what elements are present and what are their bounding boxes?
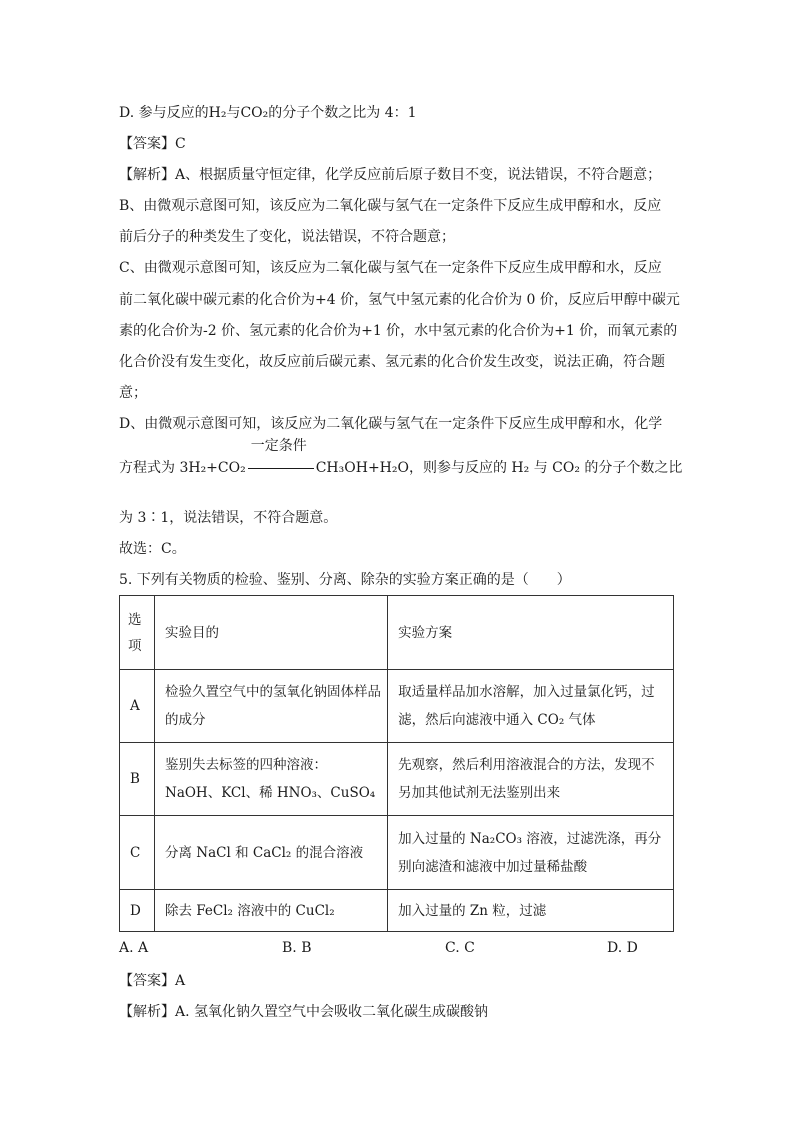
equation-products: CH₃OH+H₂O — [315, 460, 409, 476]
analysis-line: 【解析】A、根据质量守恒定律，化学反应前后原子数目不变，说法错误，不符合题意； — [119, 167, 662, 183]
header-plan: 实验方案 — [388, 596, 674, 670]
option-c: C. C — [445, 940, 475, 956]
row-option: D — [120, 890, 155, 932]
row-plan: 取适量样品加水溶解，加入过量氯化钙，过滤，然后向滤液中通入 CO₂ 气体 — [388, 670, 674, 743]
reaction-condition: 一定条件 — [250, 438, 307, 454]
table-row — [120, 890, 674, 932]
row-purpose: 鉴别失去标签的四种溶液：NaOH、KCl、稀 HNO₃、CuSO₄ — [155, 743, 388, 816]
option-d-text: D. 参与反应的H₂与CO₂的分子个数之比为 4：1 — [119, 105, 417, 121]
row-plan: 先观察，然后利用溶液混合的方法，发现不另加其他试剂无法鉴别出来 — [388, 743, 674, 816]
equation-suffix: ，则参与反应的 H₂ 与 CO₂ 的分子个数之比 — [408, 460, 683, 476]
analysis-line: 意； — [119, 385, 147, 401]
equation-reactants: 方程式为 3H₂+CO₂ — [119, 460, 246, 476]
row-option: A — [120, 670, 155, 743]
row-option: C — [120, 816, 155, 890]
row-plan: 加入过量的 Zn 粒，过滤 — [388, 890, 674, 932]
analysis-line: 前二氧化碳中碳元素的化合价为+4 价，氢气中氢元素的化合价为 0 价，反应后甲醇中碳元 — [119, 292, 680, 308]
table-row — [120, 816, 674, 890]
row-plan: 加入过量的 Na₂CO₃ 溶液，过滤洗涤，再分别向滤渣和滤液中加过量稀盐酸 — [388, 816, 674, 890]
analysis-line: 素的化合价为-2 价、氢元素的化合价为+1 价，水中氢元素的化合价为+1 价，而氧元素的 — [119, 323, 678, 339]
experiment-table — [119, 595, 674, 932]
analysis-line: B、由微观示意图可知，该反应为二氧化碳与氢气在一定条件下反应生成甲醇和水，反应 — [119, 198, 662, 214]
table-header-row — [120, 596, 674, 670]
analysis-line: 前后分子的种类发生了变化，说法错误，不符合题意； — [119, 229, 455, 245]
ratio-line: 为 3∶1，说法错误，不符合题意。 — [119, 510, 338, 526]
table-row — [120, 743, 674, 816]
header-purpose: 实验目的 — [155, 596, 388, 670]
header-option: 选项 — [120, 596, 155, 670]
reaction-arrow — [246, 438, 316, 478]
row-purpose: 检验久置空气中的氢氧化钠固体样品的成分 — [155, 670, 388, 743]
option-d: D. D — [607, 940, 638, 956]
option-a: A. A — [119, 940, 149, 956]
table-row — [120, 670, 674, 743]
analysis-line: D、由微观示意图可知，该反应为二氧化碳与氢气在一定条件下反应生成甲醇和水，化学 — [119, 416, 663, 432]
answer-label: 【答案】A — [119, 973, 186, 989]
answer-label: 【答案】C — [119, 136, 186, 152]
analysis-line: 【解析】A. 氢氧化钠久置空气中会吸收二氧化碳生成碳酸钠 — [119, 1004, 489, 1020]
chemical-equation — [119, 438, 683, 478]
choice-line: 故选：C。 — [119, 541, 186, 557]
option-b: B. B — [282, 940, 312, 956]
analysis-line: 化合价没有发生变化，故反应前后碳元素、氢元素的化合价发生改变，说法正确，符合题 — [119, 354, 665, 370]
row-purpose: 除去 FeCl₂ 溶液中的 CuCl₂ — [155, 890, 388, 932]
question-5-stem: 5. 下列有关物质的检验、鉴别、分离、除杂的实验方案正确的是（ ） — [119, 572, 571, 588]
analysis-line: C、由微观示意图可知，该反应为二氧化碳与氢气在一定条件下反应生成甲醇和水，反应 — [119, 260, 662, 276]
row-option: B — [120, 743, 155, 816]
row-purpose: 分离 NaCl 和 CaCl₂ 的混合溶液 — [155, 816, 388, 890]
